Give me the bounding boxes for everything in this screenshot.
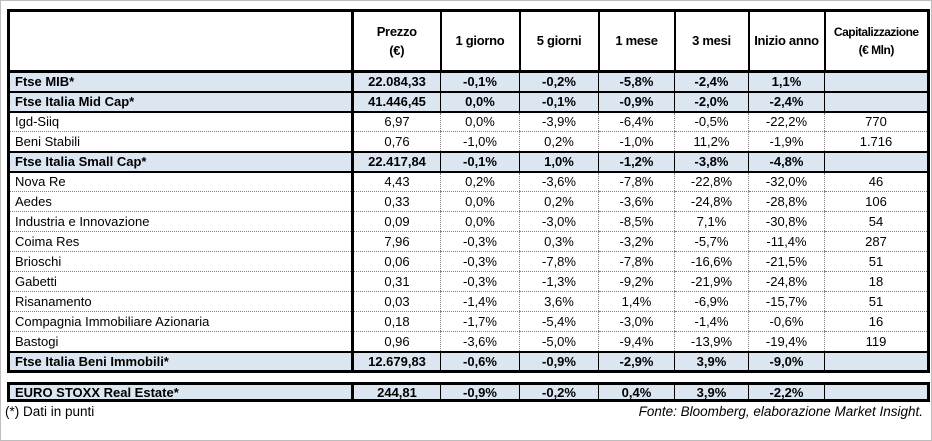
cell-g1: -0,3% — [441, 272, 520, 292]
cell-cap — [825, 352, 929, 372]
stock-row — [9, 212, 929, 232]
cell-g1: 0,0% — [441, 212, 520, 232]
cell-prezzo: 0,33 — [353, 192, 441, 212]
cell-prezzo: 0,03 — [353, 292, 441, 312]
cell-m3: -1,4% — [675, 312, 749, 332]
cell-g1: -0,9% — [441, 384, 520, 401]
euro-stoxx-body — [9, 384, 929, 401]
cell-g1: -0,3% — [441, 232, 520, 252]
cell-ytd: 1,1% — [749, 72, 825, 92]
cell-m3: -13,9% — [675, 332, 749, 352]
cell-g5: 3,6% — [520, 292, 599, 312]
stock-row — [9, 332, 929, 352]
header-label: 1 mese — [615, 33, 658, 49]
cell-g1: -1,7% — [441, 312, 520, 332]
cell-ytd: -24,8% — [749, 272, 825, 292]
cell-m1: -9,2% — [599, 272, 675, 292]
row-label: Ftse Italia Small Cap* — [9, 152, 353, 172]
cell-ytd: -1,9% — [749, 132, 825, 152]
cell-m3: -24,8% — [675, 192, 749, 212]
cell-m1: -3,2% — [599, 232, 675, 252]
header-label: 1 giorno — [455, 33, 505, 49]
cell-ytd: -9,0% — [749, 352, 825, 372]
cell-m3: -22,8% — [675, 172, 749, 192]
footnote-source: Fonte: Bloomberg, elaborazione Market Insight. — [638, 404, 923, 419]
cell-m3: -2,0% — [675, 92, 749, 112]
cell-prezzo: 22.084,33 — [353, 72, 441, 92]
row-label: Beni Stabili — [9, 132, 353, 152]
row-label: Ftse Italia Beni Immobili* — [9, 352, 353, 372]
performance-table — [7, 9, 930, 373]
cell-prezzo: 22.417,84 — [353, 152, 441, 172]
cell-prezzo: 6,97 — [353, 112, 441, 132]
cell-ytd: -11,4% — [749, 232, 825, 252]
cell-m1: -1,0% — [599, 132, 675, 152]
header-label: 3 mesi — [692, 33, 731, 49]
col-header-1-giorno — [441, 11, 520, 72]
row-label: Aedes — [9, 192, 353, 212]
col-header-name — [9, 11, 353, 72]
cell-cap: 51 — [825, 252, 929, 272]
header-label: Inizio anno — [754, 33, 819, 49]
cell-ytd: -21,5% — [749, 252, 825, 272]
row-label: Risanamento — [9, 292, 353, 312]
row-label: Bastogi — [9, 332, 353, 352]
stock-row — [9, 312, 929, 332]
row-label: Brioschi — [9, 252, 353, 272]
cell-cap — [825, 384, 929, 401]
col-header-inizio-anno — [749, 11, 825, 72]
row-label: Nova Re — [9, 172, 353, 192]
stock-row — [9, 192, 929, 212]
cell-m1: -7,8% — [599, 252, 675, 272]
cell-m3: 3,9% — [675, 384, 749, 401]
table-body — [9, 72, 929, 372]
cell-cap: 1.716 — [825, 132, 929, 152]
euro-stoxx-table — [7, 382, 930, 402]
cell-g1: -1,0% — [441, 132, 520, 152]
cell-prezzo: 7,96 — [353, 232, 441, 252]
cell-g5: -0,2% — [520, 72, 599, 92]
index-row — [9, 92, 929, 112]
stock-row — [9, 172, 929, 192]
cell-g1: -0,1% — [441, 152, 520, 172]
cell-cap — [825, 92, 929, 112]
cell-prezzo: 0,06 — [353, 252, 441, 272]
cell-m3: 3,9% — [675, 352, 749, 372]
cell-ytd: -30,8% — [749, 212, 825, 232]
stock-row — [9, 112, 929, 132]
cell-g5: -0,2% — [520, 384, 599, 401]
cell-prezzo: 12.679,83 — [353, 352, 441, 372]
index-row — [9, 152, 929, 172]
row-label: Industria e Innovazione — [9, 212, 353, 232]
cell-cap: 770 — [825, 112, 929, 132]
cell-g5: -5,4% — [520, 312, 599, 332]
cell-cap: 287 — [825, 232, 929, 252]
cell-g1: 0,0% — [441, 192, 520, 212]
cell-prezzo: 0,96 — [353, 332, 441, 352]
row-label: Gabetti — [9, 272, 353, 292]
cell-g5: 0,2% — [520, 192, 599, 212]
cell-m1: 1,4% — [599, 292, 675, 312]
cell-m3: -16,6% — [675, 252, 749, 272]
col-header-3-mesi — [675, 11, 749, 72]
header-label: Prezzo — [376, 23, 417, 39]
cell-cap — [825, 72, 929, 92]
footnotes — [5, 404, 925, 419]
cell-ytd: -0,6% — [749, 312, 825, 332]
header-sublabel: (€ Mln) — [858, 43, 894, 57]
stock-row — [9, 272, 929, 292]
cell-cap: 18 — [825, 272, 929, 292]
cell-g1: 0,0% — [441, 112, 520, 132]
cell-m3: -0,5% — [675, 112, 749, 132]
cell-m1: 0,4% — [599, 384, 675, 401]
cell-cap: 119 — [825, 332, 929, 352]
index-row — [9, 384, 929, 401]
cell-prezzo: 0,76 — [353, 132, 441, 152]
cell-ytd: -2,2% — [749, 384, 825, 401]
cell-m3: -5,7% — [675, 232, 749, 252]
col-header-1-mese — [599, 11, 675, 72]
col-header-capitalizzazione — [825, 11, 929, 72]
cell-m1: -8,5% — [599, 212, 675, 232]
cell-prezzo: 0,31 — [353, 272, 441, 292]
cell-g1: -1,4% — [441, 292, 520, 312]
cell-m3: 7,1% — [675, 212, 749, 232]
row-label: Coima Res — [9, 232, 353, 252]
cell-g5: -3,6% — [520, 172, 599, 192]
cell-cap: 16 — [825, 312, 929, 332]
cell-cap: 54 — [825, 212, 929, 232]
cell-cap: 51 — [825, 292, 929, 312]
index-row — [9, 72, 929, 92]
cell-g5: -3,9% — [520, 112, 599, 132]
cell-g5: -3,0% — [520, 212, 599, 232]
header-label: 5 giorni — [536, 33, 582, 49]
index-row — [9, 352, 929, 372]
cell-cap — [825, 152, 929, 172]
cell-g1: 0,2% — [441, 172, 520, 192]
header-label: Capitalizzazione — [833, 25, 919, 39]
row-label: Ftse MIB* — [9, 72, 353, 92]
cell-m1: -7,8% — [599, 172, 675, 192]
cell-ytd: -32,0% — [749, 172, 825, 192]
cell-g1: -0,1% — [441, 72, 520, 92]
stock-row — [9, 232, 929, 252]
cell-m1: -1,2% — [599, 152, 675, 172]
cell-g5: 1,0% — [520, 152, 599, 172]
cell-g5: 0,2% — [520, 132, 599, 152]
cell-cap: 106 — [825, 192, 929, 212]
row-label: Ftse Italia Mid Cap* — [9, 92, 353, 112]
cell-prezzo: 0,09 — [353, 212, 441, 232]
cell-g1: -3,6% — [441, 332, 520, 352]
cell-g5: -5,0% — [520, 332, 599, 352]
cell-m1: -0,9% — [599, 92, 675, 112]
row-label: Igd-Siiq — [9, 112, 353, 132]
cell-g5: 0,3% — [520, 232, 599, 252]
cell-g5: -1,3% — [520, 272, 599, 292]
cell-m3: -6,9% — [675, 292, 749, 312]
stock-row — [9, 252, 929, 272]
stock-row — [9, 132, 929, 152]
col-header-prezzo — [353, 11, 441, 72]
cell-m1: -5,8% — [599, 72, 675, 92]
cell-m1: -3,0% — [599, 312, 675, 332]
cell-prezzo: 41.446,45 — [353, 92, 441, 112]
cell-g1: -0,6% — [441, 352, 520, 372]
cell-m3: -2,4% — [675, 72, 749, 92]
cell-m1: -6,4% — [599, 112, 675, 132]
header-row — [9, 11, 929, 72]
header-sublabel: (€) — [389, 43, 405, 58]
cell-m3: 11,2% — [675, 132, 749, 152]
cell-ytd: -2,4% — [749, 92, 825, 112]
cell-m3: -3,8% — [675, 152, 749, 172]
cell-prezzo: 4,43 — [353, 172, 441, 192]
cell-cap: 46 — [825, 172, 929, 192]
cell-m1: -3,6% — [599, 192, 675, 212]
cell-ytd: -22,2% — [749, 112, 825, 132]
cell-prezzo: 0,18 — [353, 312, 441, 332]
cell-ytd: -19,4% — [749, 332, 825, 352]
cell-g5: -0,9% — [520, 352, 599, 372]
cell-m1: -2,9% — [599, 352, 675, 372]
cell-m1: -9,4% — [599, 332, 675, 352]
cell-g1: -0,3% — [441, 252, 520, 272]
cell-g5: -0,1% — [520, 92, 599, 112]
cell-ytd: -4,8% — [749, 152, 825, 172]
cell-m3: -21,9% — [675, 272, 749, 292]
cell-ytd: -15,7% — [749, 292, 825, 312]
cell-prezzo: 244,81 — [353, 384, 441, 401]
cell-g5: -7,8% — [520, 252, 599, 272]
cell-ytd: -28,8% — [749, 192, 825, 212]
footnote-points: (*) Dati in punti — [5, 404, 95, 419]
row-label: Compagnia Immobiliare Azionaria — [9, 312, 353, 332]
col-header-5-giorni — [520, 11, 599, 72]
stock-row — [9, 292, 929, 312]
cell-g1: 0,0% — [441, 92, 520, 112]
row-label: EURO STOXX Real Estate* — [9, 384, 353, 401]
